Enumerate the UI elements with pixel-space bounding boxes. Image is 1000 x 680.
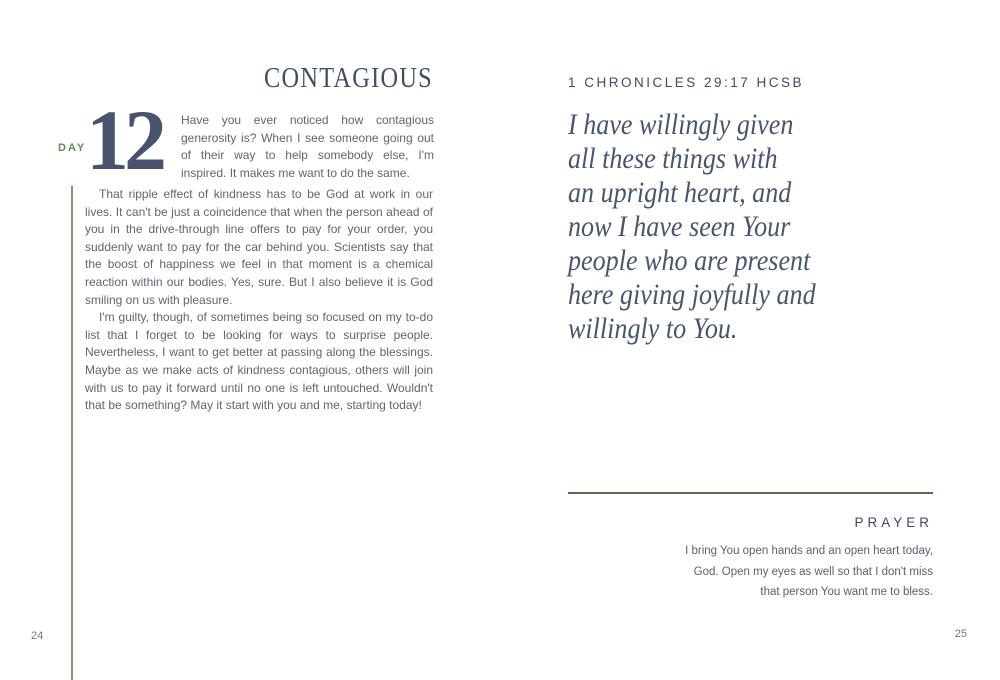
prayer-heading: PRAYER [854,515,933,530]
prayer-text [518,541,933,603]
scripture-reference: 1 CHRONICLES 29:17 HCSB [568,75,805,90]
text-line: willingly to You. [568,312,738,345]
body-paragraph: I'm guilty, though, of sometimes being so focused on my to-do list that I forget to be looking for ways to surprise people. Nevertheless, I want to get better at passing along the blessings. Maybe as we make acts of kindness contagious, others will join with us to pay it forward until no one is left untouched. Wouldn't that be something? May it start with you and me, starting today! [85,310,433,413]
text-line: all these things with [568,142,778,175]
accent-vertical-rule [71,186,73,680]
section-divider [568,492,933,494]
page-number-left: 24 [31,630,44,642]
text-line: I bring You open hands and an open heart today, [685,545,933,557]
text-line: that person You want me to bless. [760,586,933,598]
intro-paragraph: Have you ever noticed how contagious generosity is? When I see someone going out of their way to help somebody else, I'm inspired. It makes me want to do the same. [181,113,434,180]
text-line: people who are present [568,244,811,277]
day-label: DAY [58,142,87,154]
verse-quote [568,108,916,346]
day-number: 12 [86,92,162,188]
body-text [85,186,433,415]
text-line: I have willingly given [568,108,794,141]
text-line: an upright heart, and [568,176,792,209]
text-line: here giving joyfully and [568,278,816,311]
chapter-title: CONTAGIOUS [264,62,433,94]
text-line: now I have seen Your [568,210,791,243]
text-line: God. Open my eyes as well so that I don't miss [693,565,933,578]
body-paragraph: That ripple effect of kindness has to be God at work in our lives. It can't be just a coincidence that when the person ahead of you in the drive-through line offers to pay for your order, you suddenly want to pay for the car behind you. Scientists say that the boost of happiness we feel in that moment is a chemical reaction within our bodies. Yes, sure. But I also believe it is God smiling on us with pleasure. [85,187,433,307]
page-number-right: 25 [954,628,967,640]
